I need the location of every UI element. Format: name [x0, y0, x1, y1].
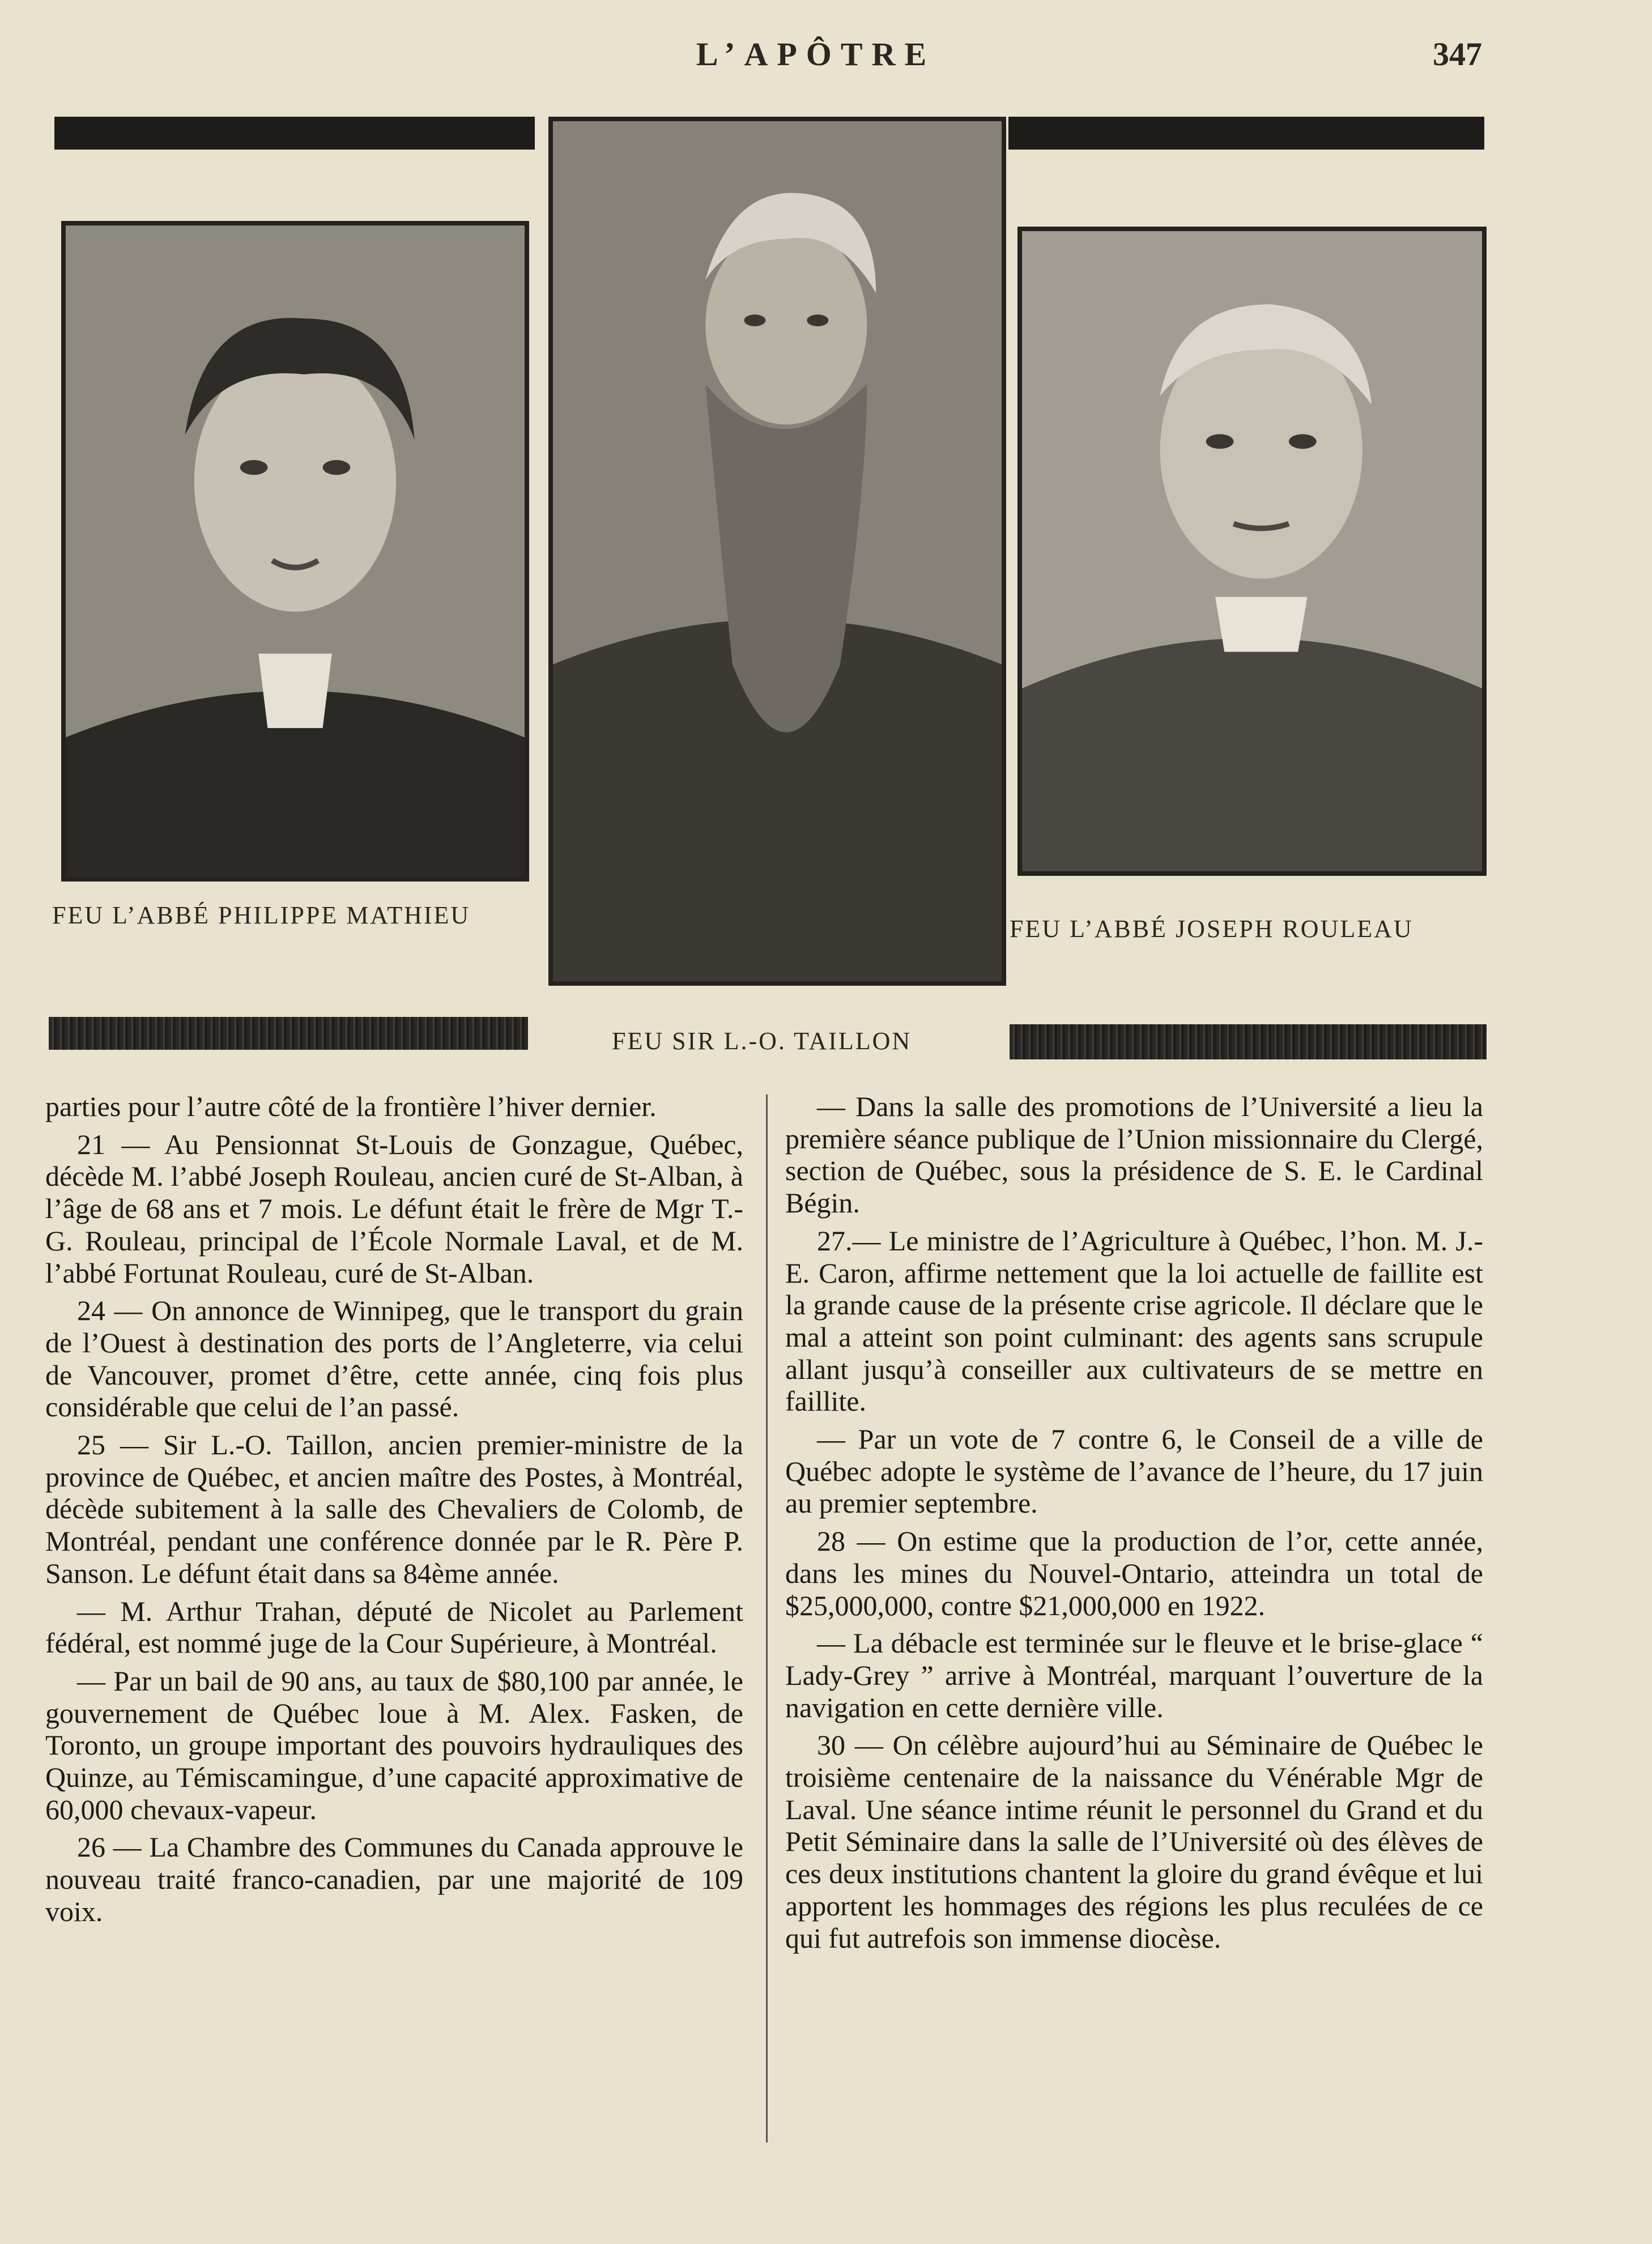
page-number: 347 [1433, 36, 1482, 73]
paragraph: 30 — On célèbre aujourd’hui au Séminaire de Québec le troisième centenaire de la naissance du Vénérable Mgr de Laval. Une séance intime réunit le personnel du Grand et du Petit Séminaire dans la salle de l’Université où des élèves de ces deux institutions chantent la gloire du grand évêque et lui apportent les hommages des régions les plus reculées de ce qui fut autrefois son immense diocèse. [785, 1729, 1483, 1954]
paragraph: — Par un vote de 7 contre 6, le Conseil de a ville de Québec adopte le système de l’avance de l’heure, du 17 juin au premier septembre. [785, 1423, 1483, 1519]
portrait-mathieu-image [66, 225, 525, 877]
left-column [45, 1091, 743, 1934]
paragraph: parties pour l’autre côté de la frontière l’hiver dernier. [45, 1091, 657, 1122]
column-divider [766, 1095, 768, 2143]
portrait-lo-taillon [548, 117, 1006, 986]
paragraph: — La débacle est terminée sur le fleuve et le brise-glace “ Lady-Grey ” arrive à Montréal, marquant l’ouverture de la navigation en cette dernière ville. [785, 1627, 1483, 1723]
portrait-joseph-rouleau [1017, 227, 1487, 876]
right-column [785, 1091, 1483, 1960]
paragraph: 27.— Le ministre de l’Agriculture à Québec, l’hon. M. J.-E. Caron, affirme nettement que la loi actuelle de faillite est la grande cause de la présente crise agricole. Il déclare que le mal a atteint son point culminant: des agents sans scrupule allant jusqu’à conseiller aux cultivateurs de se mettre en faillite. [785, 1224, 1483, 1417]
paragraph: — Par un bail de 90 ans, au taux de $80,100 par année, le gouvernement de Québec loue à M. Alex. Fasken, de Toronto, un groupe important des pouvoirs hydrauliques des Quinze, au Témiscamingue, d’une capacité approximative de 60,000 chevaux-vapeur. [45, 1664, 743, 1825]
paragraph: 25 — Sir L.-O. Taillon, ancien premier-ministre de la province de Québec, et ancien maître des Postes, à Montréal, décède subitement à la salle des Chevaliers de Colomb, de Montréal, pendant une conférence donnée par le R. Père P. Sanson. Le défunt était dans sa 84ème année. [45, 1429, 743, 1589]
lower-rule-right [1010, 1024, 1487, 1059]
top-rule-left [54, 117, 535, 150]
running-head: L’APÔTRE [696, 36, 936, 73]
portrait-rouleau-image [1022, 231, 1482, 871]
caption-philippe-mathieu: FEU L’ABBÉ PHILIPPE MATHIEU [52, 901, 471, 929]
paragraph: — M. Arthur Trahan, député de Nicolet au Parlement fédéral, est nommé juge de la Cour Supérieure, à Montréal. [45, 1595, 743, 1659]
paragraph: 21 — Au Pensionnat St-Louis de Gonzague, Québec, décède M. l’abbé Joseph Rouleau, ancien curé de St-Alban, à l’âge de 68 ans et 7 mois. Le défunt était le frère de Mgr T.-G. Rouleau, principal de l’École Normale Laval, et de M. l’abbé Fortunat Rouleau, curé de St-Alban. [45, 1128, 743, 1289]
top-rule-right [1008, 117, 1484, 150]
portrait-taillon-image [553, 121, 1002, 981]
portrait-philippe-mathieu [61, 221, 529, 882]
paragraph: 24 — On annonce de Winnipeg, que le transport du grain de l’Ouest à destination des ports de l’Angleterre, via celui de Vancouver, promet d’être, cette année, cinq fois plus considérable que celui de l’an passé. [45, 1295, 743, 1423]
paragraph: 26 — La Chambre des Communes du Canada approuve le nouveau traité franco-canadien, par une majorité de 109 voix. [45, 1831, 743, 1927]
paragraph: 28 — On estime que la production de l’or, cette année, dans les mines du Nouvel-Ontario, atteindra un total de $25,000,000, contre $21,000,000 en 1922. [785, 1525, 1483, 1621]
caption-joseph-rouleau: FEU L’ABBÉ JOSEPH ROULEAU [1010, 915, 1413, 943]
caption-lo-taillon: FEU SIR L.-O. TAILLON [612, 1027, 912, 1055]
lower-rule-left [49, 1017, 528, 1050]
paragraph: — Dans la salle des promotions de l’Université a lieu la première séance publique de l’Union missionnaire du Clergé, section de Québec, sous la présidence de S. E. le Cardinal Bégin. [785, 1091, 1483, 1219]
